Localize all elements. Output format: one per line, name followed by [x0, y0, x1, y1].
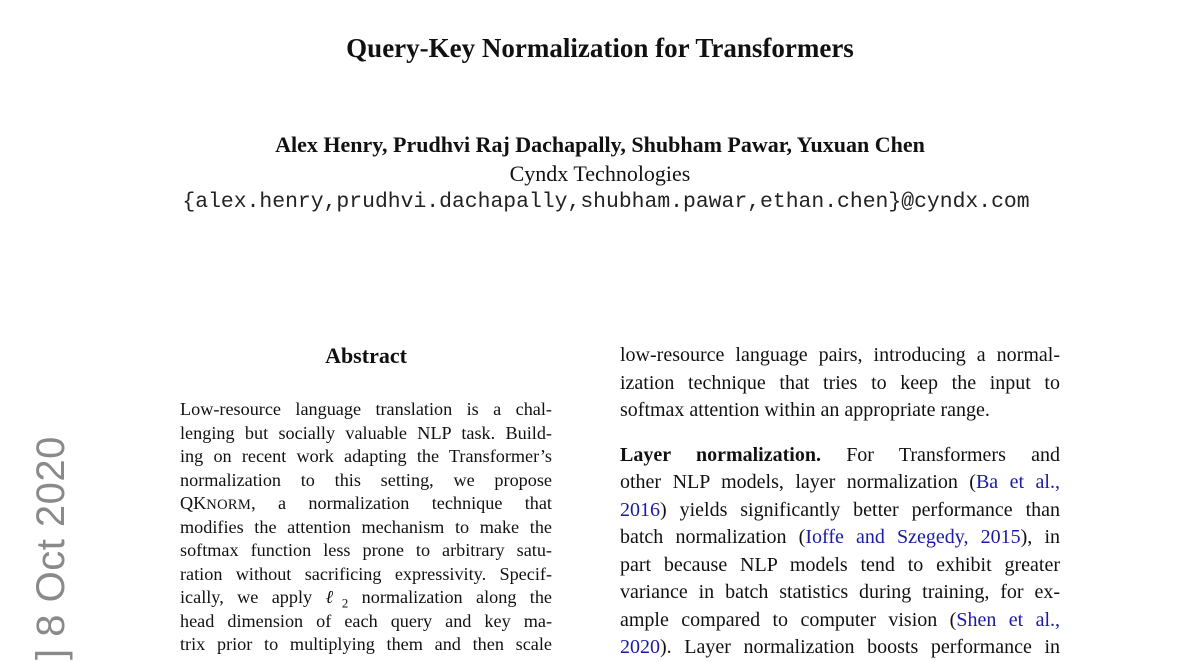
abstract-heading: Abstract — [325, 343, 407, 368]
layer-norm-line: part because NLP models tend to exhibit greater — [620, 553, 1060, 576]
layer-norm-line3-post: ) yields significantly better performance than — [660, 498, 1060, 521]
author-emails: {alex.henry,prudhvi.dachapally,shubham.pawar,ethan.chen}@cyndx.com — [182, 190, 1030, 214]
layer-norm-line4-pre: batch normalization ( — [620, 526, 806, 548]
abstract-line-ell — [180, 586, 552, 610]
ell-subscript: 2 — [341, 596, 349, 611]
layer-norm-line — [620, 442, 1060, 470]
abstract-body — [180, 398, 552, 657]
abstract-line: normalization to this setting, we propose — [180, 469, 552, 490]
abstract-line: Low-resource language translation is a chal- — [180, 399, 552, 419]
layer-norm-line4-post: ), in — [1020, 526, 1061, 548]
ell-pre: ically, we apply — [180, 587, 326, 607]
paper-title: Query-Key Normalization for Transformers — [346, 33, 854, 63]
citation-link-ioffe[interactable]: Ioffe and Szegedy, 2015 — [805, 526, 1021, 548]
abstract-line: head dimension of each query and key ma- — [180, 610, 552, 631]
qknorm-smallcaps: NORM — [206, 497, 252, 513]
layer-norm-line8-post: ). Layer normalization boosts performance in — [660, 636, 1060, 658]
abstract-line: ration without sacrificing expressivity. Specif- — [180, 563, 552, 584]
author-list: Alex Henry, Prudhvi Raj Dachapally, Shubham Pawar, Yuxuan Chen — [275, 132, 925, 157]
intro-line: ization technique that tries to keep the input to — [620, 371, 1060, 394]
layer-norm-line — [620, 607, 1060, 635]
abstract-line: softmax function less prone to arbitrary satu- — [180, 540, 552, 560]
layer-norm-line — [620, 497, 1060, 525]
abstract-line: trix prior to multiplying them and then scale — [180, 634, 552, 654]
layer-norm-line7-pre: ample compared to computer vision ( — [620, 608, 957, 631]
abstract-line: ing on recent work adapting the Transformer’s — [180, 446, 552, 466]
layer-norm-line: variance in batch statistics during training, for ex- — [620, 581, 1060, 603]
affiliation: Cyndx Technologies — [509, 161, 691, 186]
intro-line: softmax attention within an appropriate range. — [620, 399, 990, 421]
arxiv-side-stamp: ] 8 Oct 2020 — [29, 436, 73, 660]
abstract-line: modifies the attention mechanism to make the — [180, 516, 552, 537]
intro-line: low-resource language pairs, introducing a normal- — [620, 344, 1060, 366]
ell-symbol: ℓ — [325, 587, 342, 607]
layer-norm-line1-rest: For Transformers and — [846, 443, 1060, 466]
layer-norm-line — [620, 524, 1060, 552]
qknorm-rest: , a normalization technique that — [251, 493, 552, 513]
qknorm-prefix: QK — [180, 493, 207, 513]
abstract-line-qknorm — [180, 492, 552, 516]
abstract-line: lenging but socially valuable NLP task. Build- — [180, 422, 552, 443]
citation-link-shen[interactable]: Shen et al., — [956, 608, 1061, 631]
citation-link-ba-year[interactable]: 2016 — [620, 498, 660, 521]
citation-link-shen-year[interactable]: 2020 — [620, 636, 660, 658]
layer-norm-heading: Layer normalization. — [620, 443, 821, 466]
layer-norm-line — [620, 469, 1060, 497]
right-column — [620, 342, 1060, 662]
layer-norm-line2-pre: other NLP models, layer normalization ( — [620, 471, 976, 493]
ell-post: normalization along the — [348, 587, 552, 607]
citation-link-ba[interactable]: Ba et al., — [975, 471, 1060, 493]
